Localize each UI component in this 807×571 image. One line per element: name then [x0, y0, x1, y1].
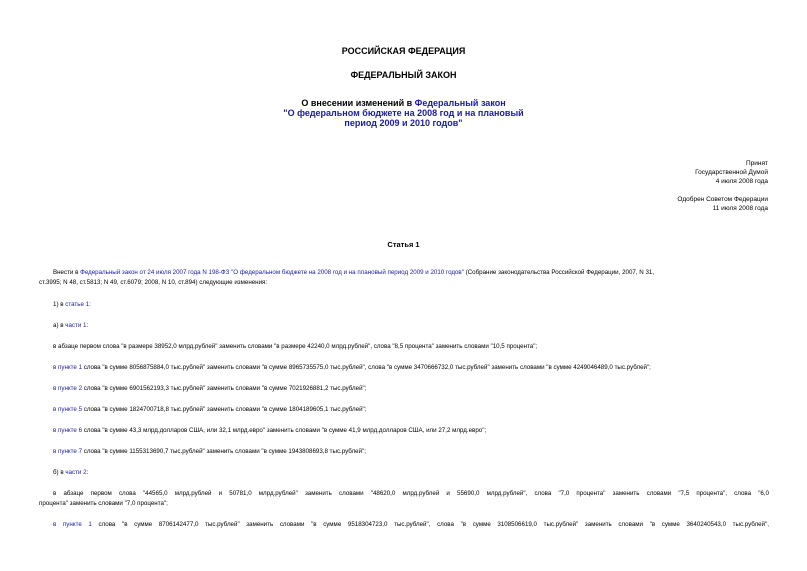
point-6-link[interactable]: в пункте 6	[53, 427, 83, 434]
point-6-paragraph	[39, 426, 769, 436]
b-point-1-paragraph	[39, 520, 769, 530]
law-title-line3[interactable]: период 2009 и 2010 годов"	[344, 118, 463, 128]
point-7-text: слова "в сумме 1155313690,7 тыс.рублей" заменить словами "в сумме 1943808693,8 тыс.рублей";	[82, 448, 366, 455]
law-reference-link[interactable]: Федеральный закон от 24 июля 2007 года N 198-ФЗ "О федеральном бюджете на 2008 год и на плановый период 2009 и 2010 годов"	[80, 269, 464, 276]
subitem-a	[39, 321, 769, 331]
abzac-2-line1: в абзаце первом слова "44565,0 млрд.рублей и 50781,0 млрд.рублей" заменить словами "48620,0 млрд.рублей и 55690,0 млрд.рублей", слова "7,0 процента" заменить словами "7,5 процента", слова "6,0	[53, 490, 769, 497]
law-title	[0, 98, 807, 128]
intro-text-tail: (Собрание законодательства Российской Федерации, 2007, N 31,	[463, 269, 655, 276]
adoption-block	[677, 159, 768, 213]
law-title-line1	[0, 98, 807, 108]
paragraph-abzac-2	[39, 489, 769, 509]
b-point-1-text: слова "в сумме 8706142477,0 тыс.рублей" заменить словами "в сумме 9518304723,0 тыс.рублей", слова "в сумме 3108506619,0 тыс.рублей" заменить словами "в сумме 3640240543,0 тыс.рублей",	[91, 521, 769, 528]
approval-line: Одобрен Советом Федерации	[677, 196, 768, 203]
article-title: Статья 1	[387, 240, 420, 249]
subitem-b	[39, 468, 769, 478]
abzac-2-line2: процента" заменить словами "7,0 процента";	[39, 500, 168, 507]
point-1-paragraph	[39, 363, 769, 373]
part-2-link[interactable]: части 2	[65, 469, 87, 476]
federal-law-link[interactable]: Федеральный закон	[414, 98, 506, 108]
point-5-link[interactable]: в пункте 5	[53, 406, 83, 413]
paragraph-abzac-1: в абзаце первом слова "в размере 38952,0 млрд.рублей" заменить словами "в размере 42240,0 млрд.рублей", слова "8,5 процента" заменить словами "10,5 процента";	[53, 343, 538, 350]
subitem-a-prefix: а) в	[53, 322, 66, 329]
adoption-line: Принят	[745, 160, 768, 167]
article-1-link[interactable]: статье 1	[65, 301, 90, 308]
point-2-text: слова "в сумме 6901562193,3 тыс.рублей" заменить словами "в сумме 7021926881,2 тыс.рублей";	[82, 385, 367, 392]
item-1	[39, 300, 769, 310]
item-1-suffix: :	[89, 301, 91, 308]
point-7-paragraph	[39, 447, 769, 457]
b-point-1-link[interactable]: в пункте 1	[53, 521, 92, 528]
point-1-text: слова "в сумме 8056875884,0 тыс.рублей" заменить словами "в сумме 8965735575,0 тыс.рублей", слова "в сумме 3470666732,0 тыс.рублей" заменить словами "в сумме 4249046489,0 тыс.рублей";	[82, 364, 651, 371]
point-2-paragraph	[39, 384, 769, 394]
point-7-link[interactable]: в пункте 7	[53, 448, 83, 455]
point-6-text: слова "в сумме 43,3 млрд.долларов США, или 32,1 млрд.евро" заменить словами "в сумме 41,9 млрд.долларов США, или 27,2 млрд.евро";	[82, 427, 487, 434]
subitem-b-prefix: б) в	[53, 469, 66, 476]
part-1-link[interactable]: части 1	[65, 322, 87, 329]
adoption-line: Государственной Думой	[695, 169, 768, 176]
approval-date: 11 июля 2008 года	[712, 205, 768, 212]
intro-line2: ст.3995; N 48, ст.5813; N 49, ст.6079; 2008, N 10, ст.894) следующие изменения:	[39, 279, 268, 286]
point-1-link[interactable]: в пункте 1	[53, 364, 83, 371]
point-5-text: слова "в сумме 1824700718,8 тыс.рублей" заменить словами "в сумме 1804189605,1 тыс.рублей";	[82, 406, 367, 413]
subitem-b-suffix: :	[86, 469, 89, 476]
intro-text: Внести в	[53, 269, 81, 276]
item-1-prefix: 1) в	[53, 301, 66, 308]
title-prefix: О внесении изменений в	[301, 98, 415, 108]
law-type-heading: ФЕДЕРАЛЬНЫЙ ЗАКОН	[350, 70, 457, 80]
country-heading: РОССИЙСКАЯ ФЕДЕРАЦИЯ	[341, 46, 466, 56]
point-5-paragraph	[39, 405, 769, 415]
subitem-a-suffix: :	[86, 322, 89, 329]
intro-paragraph	[39, 268, 769, 288]
adoption-date: 4 июля 2008 года	[715, 178, 768, 185]
law-title-line2[interactable]: "О федеральном бюджете на 2008 год и на плановый	[283, 108, 524, 118]
point-2-link[interactable]: в пункте 2	[53, 385, 83, 392]
